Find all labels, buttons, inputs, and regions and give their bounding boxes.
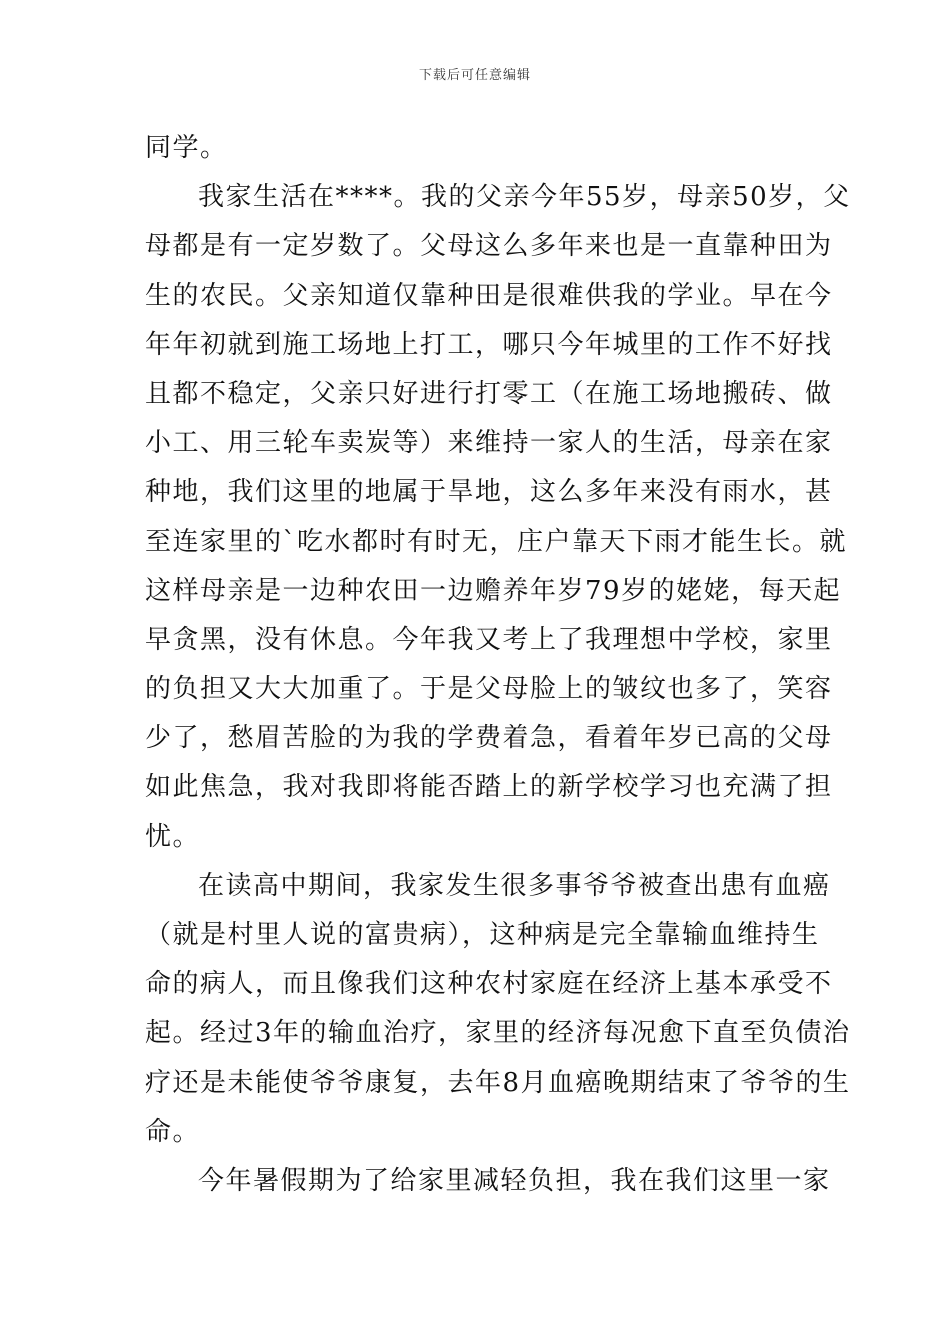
- text-line: 生的农民。父亲知道仅靠种田是很难供我的学业。早在今: [145, 280, 833, 311]
- text-line: （就是村里人说的富贵病），这种病是完全靠输血维持生: [145, 920, 820, 950]
- paragraph-start-line: 今年暑假期为了给家里减轻负担，我在我们这里一家: [198, 1165, 831, 1196]
- text-line: 母都是有一定岁数了。父母这么多年来也是一直靠种田为: [145, 231, 833, 262]
- body-text: [145, 124, 851, 1206]
- text-line: 忧。: [145, 821, 201, 852]
- text-line: 命的病人，而且像我们这种农村家庭在经济上基本承受不: [145, 969, 833, 1000]
- text-line: 起。经过3年的输血治疗，家里的经济每况愈下直至负债治: [145, 1018, 851, 1049]
- text-line: 这样母亲是一边种农田一边赡养年岁79岁的姥姥，每天起: [145, 575, 842, 606]
- text-line: 如此焦急，我对我即将能否踏上的新学校学习也充满了担: [145, 772, 833, 803]
- paragraph-start-line: 我家生活在****。我的父亲今年55岁，母亲50岁，父: [198, 182, 851, 213]
- paragraph-start-line: 在读高中期间，我家发生很多事爷爷被查出患有血癌: [198, 870, 831, 901]
- text-line: 少了，愁眉苦脸的为我的学费着急，看着年岁已高的父母: [145, 723, 833, 754]
- page-header: 下载后可任意编辑: [418, 68, 531, 83]
- text-line: 至连家里的`吃水都时有时无，庄户靠天下雨才能生长。就: [145, 526, 848, 557]
- text-line: 同学。: [145, 133, 228, 163]
- text-line: 命。: [145, 1116, 201, 1147]
- text-line: 早贪黑，没有休息。今年我又考上了我理想中学校，家里: [145, 624, 833, 655]
- text-line: 小工、用三轮车卖炭等）来维持一家人的生活，母亲在家: [145, 428, 833, 459]
- text-line: 疗还是未能使爷爷康复，去年8月血癌晚期结束了爷爷的生: [145, 1067, 851, 1098]
- text-line: 种地，我们这里的地属于旱地，这么多年来没有雨水，甚: [145, 477, 833, 508]
- text-line: 年年初就到施工场地上打工，哪只今年城里的工作不好找: [145, 329, 833, 360]
- text-line: 且都不稳定，父亲只好进行打零工（在施工场地搬砖、做: [145, 378, 833, 409]
- text-line: 的负担又大大加重了。于是父母脸上的皱纹也多了，笑容: [145, 674, 833, 705]
